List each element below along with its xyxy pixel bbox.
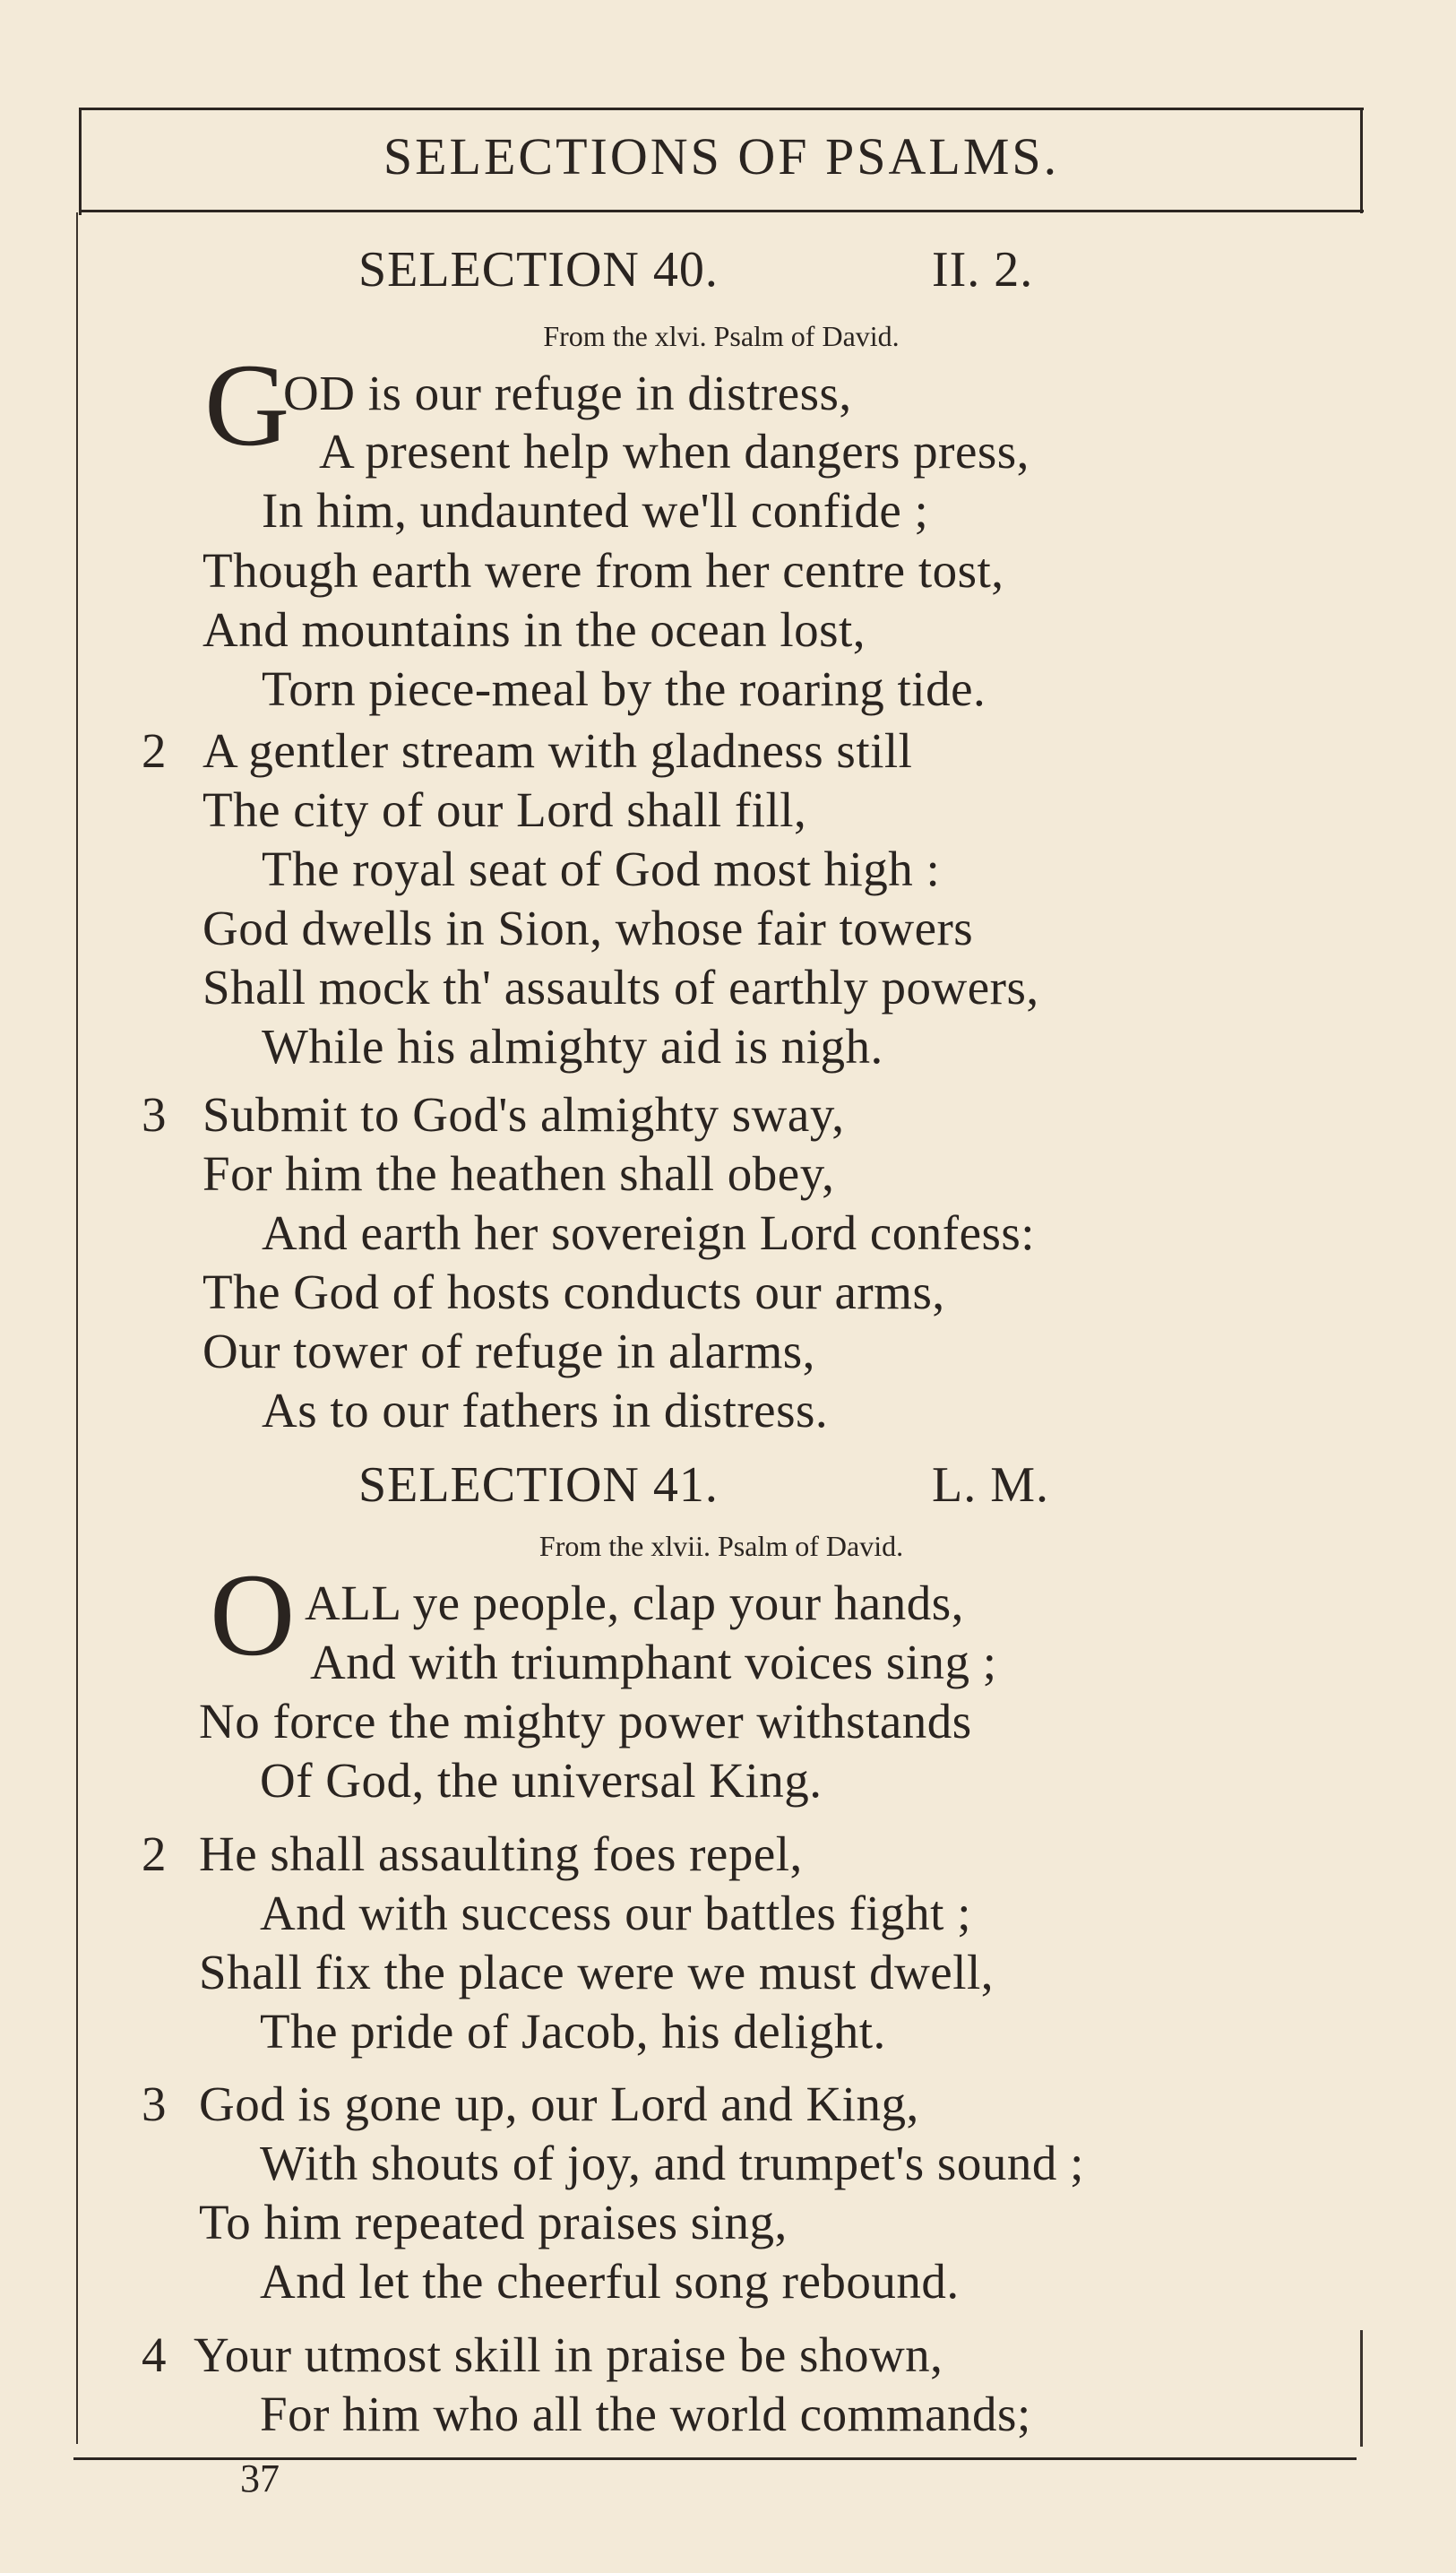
verse-line: God dwells in Sion, whose fair towers [202,901,974,955]
verse-line: Shall mock th' assaults of earthly powers, [202,960,1039,1015]
verse-line: A present help when dangers press, [319,424,1030,479]
selection-title: SELECTION 40. [358,242,719,298]
selection-40-dropcap: G [204,339,290,471]
stanza-number: 3 [142,1087,167,1142]
verse-line: The pride of Jacob, his delight. [260,2004,886,2059]
verse-line: The God of hosts conducts our arms, [202,1265,945,1319]
verse-line: And let the cheerful song rebound. [260,2254,960,2309]
selection-meter: L. M. [932,1457,1049,1513]
verse-line: While his almighty aid is nigh. [262,1019,883,1074]
stanza-number: 2 [142,723,167,778]
verse-line: A gentler stream with gladness still [202,723,913,778]
verse-line: And earth her sovereign Lord confess: [262,1205,1036,1260]
selection-title: SELECTION 41. [358,1457,719,1513]
verse-line: No force the mighty power withstands [199,1694,972,1748]
verse-line: In him, undaunted we'll confide ; [262,483,929,538]
page-number: 37 [240,2456,280,2500]
selection-40-source: From the xlvi. Psalm of David. [543,320,900,352]
verse-line: Though earth were from her centre tost, [202,543,1004,598]
verse-line: Our tower of refuge in alarms, [202,1324,815,1378]
verse-line: And with success our battles fight ; [260,1886,971,1940]
left-margin-rule [76,212,78,2444]
selection-40-heading [358,242,1034,298]
header-rule [79,210,1364,212]
verse-line: With shouts of joy, and trumpet's sound ; [260,2136,1084,2190]
verse-line: He shall assaulting foes repel, [199,1826,803,1881]
selection-41-heading [358,1457,1049,1513]
verse-line: Your utmost skill in praise be shown, [194,2327,943,2382]
verse-line: Shall fix the place were we must dwell, [199,1945,995,1999]
verse-line: OD is our refuge in distress, [283,366,852,420]
stanza-number: 4 [142,2327,167,2382]
selection-41-source: From the xlvii. Psalm of David. [538,1530,904,1562]
verse-line: And mountains in the ocean lost, [202,602,866,657]
stanza-number: 3 [142,2077,167,2131]
top-rule [79,108,1364,110]
verse-line: God is gone up, our Lord and King, [199,2077,919,2131]
verse-line: The royal seat of God most high : [262,842,941,896]
verse-line: Submit to God's almighty sway, [202,1087,845,1142]
right-margin-rule [1360,2330,1363,2447]
verse-line: ALL ye people, clap your hands, [305,1576,964,1630]
selection-41-dropcap: O [210,1549,296,1680]
verse-line: Torn piece-meal by the roaring tide. [262,661,986,716]
verse-line: The city of our Lord shall fill, [202,782,807,837]
verse-line: And with triumphant voices sing ; [310,1635,997,1689]
stanza-number: 2 [142,1826,167,1881]
selection-meter: II. 2. [932,242,1034,298]
verse-line: For him the heathen shall obey, [202,1146,835,1201]
verse-line: For him who all the world commands; [260,2387,1031,2441]
verse-line: As to our fathers in distress. [262,1383,829,1438]
verse-line: Of God, the universal King. [260,1753,823,1808]
verse-line: To him repeated praises sing, [199,2195,788,2249]
running-title: SELECTIONS OF PSALMS. [383,127,1060,186]
